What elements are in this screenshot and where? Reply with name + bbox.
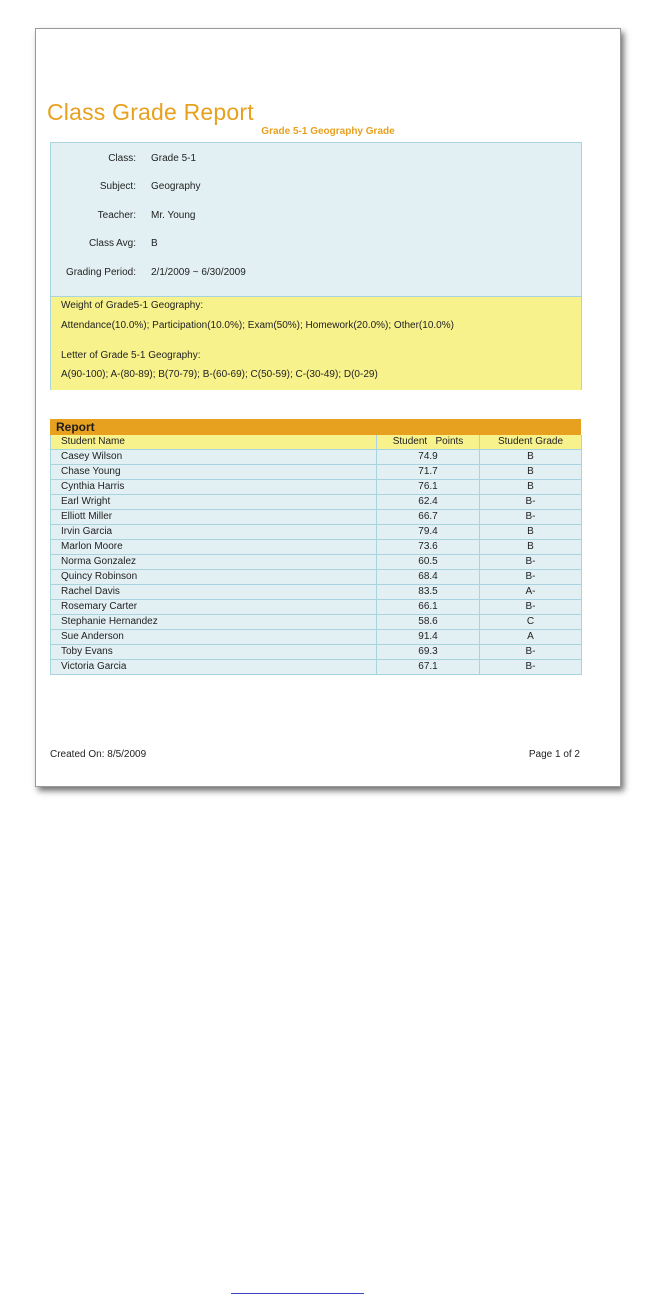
table-row (51, 450, 582, 465)
student-grade-cell: B (480, 480, 582, 495)
student-points-cell: 74.9 (377, 450, 480, 465)
report-title: Class Grade Report (47, 99, 254, 125)
report-section-title: Report (50, 419, 581, 435)
report-subtitle: Grade 5-1 Geography Grade (261, 126, 395, 137)
student-name-cell: Norma Gonzalez (51, 555, 377, 570)
student-points-cell: 73.6 (377, 540, 480, 555)
student-grade-cell: A (480, 630, 582, 645)
info-row-teacher (51, 210, 581, 224)
student-name-cell: Rosemary Carter (51, 600, 377, 615)
grades-table-body (51, 450, 582, 675)
report-page (35, 28, 621, 787)
table-row (51, 630, 582, 645)
student-points-cell: 66.7 (377, 510, 480, 525)
info-row-class (51, 153, 581, 167)
student-grade-cell: B (480, 525, 582, 540)
student-points-cell: 58.6 (377, 615, 480, 630)
info-value: Geography (151, 181, 201, 192)
table-row (51, 615, 582, 630)
info-value: Grade 5-1 (151, 153, 197, 164)
student-points-cell: 62.4 (377, 495, 480, 510)
student-grade-cell: B (480, 465, 582, 480)
table-row (51, 495, 582, 510)
student-name-cell: Stephanie Hernandez (51, 615, 377, 630)
info-label: Class: (108, 153, 136, 164)
student-grade-cell: B- (480, 555, 582, 570)
table-row (51, 555, 582, 570)
student-grade-cell: B- (480, 600, 582, 615)
info-label: Teacher: (97, 210, 136, 221)
student-grade-cell: B- (480, 570, 582, 585)
report-section (50, 419, 581, 675)
student-name-cell: Quincy Robinson (51, 570, 377, 585)
student-name-cell: Victoria Garcia (51, 660, 377, 675)
grading-weights-box (51, 296, 581, 390)
student-grade-cell: B- (480, 660, 582, 675)
table-row (51, 480, 582, 495)
info-row-class-avg (51, 238, 581, 252)
column-header-student-name: Student Name (51, 435, 377, 450)
student-points-cell: 83.5 (377, 585, 480, 600)
table-header-row (51, 435, 582, 450)
info-row-subject (51, 181, 581, 195)
student-grade-cell: A- (480, 585, 582, 600)
info-value: Mr. Young (151, 210, 196, 221)
table-row (51, 465, 582, 480)
student-grade-cell: B- (480, 495, 582, 510)
weights-text: Attendance(10.0%); Participation(10.0%); Exam(50%); Homework(20.0%); Other(10.0%) (61, 320, 454, 331)
table-row (51, 645, 582, 660)
student-points-cell: 71.7 (377, 465, 480, 480)
student-points-cell: 66.1 (377, 600, 480, 615)
student-points-cell: 68.4 (377, 570, 480, 585)
student-name-cell: Elliott Miller (51, 510, 377, 525)
student-grade-cell: B- (480, 645, 582, 660)
student-grade-cell: C (480, 615, 582, 630)
bottom-link-underline (231, 1293, 364, 1294)
student-points-cell: 67.1 (377, 660, 480, 675)
weights-heading: Weight of Grade5-1 Geography: (61, 300, 204, 311)
student-grade-cell: B (480, 450, 582, 465)
info-label: Subject: (99, 181, 136, 192)
student-grade-cell: B (480, 540, 582, 555)
student-name-cell: Sue Anderson (51, 630, 377, 645)
info-value: B (151, 238, 158, 249)
created-on: Created On: 8/5/2009 (50, 749, 147, 760)
student-name-cell: Chase Young (51, 465, 377, 480)
student-points-cell: 76.1 (377, 480, 480, 495)
grades-table (50, 435, 582, 675)
student-points-cell: 60.5 (377, 555, 480, 570)
column-header-student-grade: Student Grade (480, 435, 582, 450)
student-name-cell: Marlon Moore (51, 540, 377, 555)
class-info-box (50, 142, 582, 390)
table-row (51, 600, 582, 615)
column-header-student-points: Student Points (377, 435, 480, 450)
table-row (51, 540, 582, 555)
table-row (51, 510, 582, 525)
student-name-cell: Casey Wilson (51, 450, 377, 465)
page-indicator: Page 1 of 2 (528, 749, 580, 760)
student-name-cell: Cynthia Harris (51, 480, 377, 495)
info-row-grading-period (51, 267, 581, 281)
student-points-cell: 69.3 (377, 645, 480, 660)
info-label: Class Avg: (88, 238, 136, 249)
letters-heading: Letter of Grade 5-1 Geography: (61, 350, 201, 361)
student-name-cell: Irvin Garcia (51, 525, 377, 540)
info-value: 2/1/2009 ~ 6/30/2009 (151, 267, 246, 278)
letters-text: A(90-100); A-(80-89); B(70-79); B-(60-69); C(50-59); C-(30-49); D(0-29) (61, 369, 378, 380)
student-grade-cell: B- (480, 510, 582, 525)
student-name-cell: Earl Wright (51, 495, 377, 510)
table-row (51, 585, 582, 600)
table-row (51, 660, 582, 675)
student-name-cell: Toby Evans (51, 645, 377, 660)
info-label: Grading Period: (65, 267, 136, 278)
table-row (51, 570, 582, 585)
student-name-cell: Rachel Davis (51, 585, 377, 600)
student-points-cell: 91.4 (377, 630, 480, 645)
table-row (51, 525, 582, 540)
student-points-cell: 79.4 (377, 525, 480, 540)
